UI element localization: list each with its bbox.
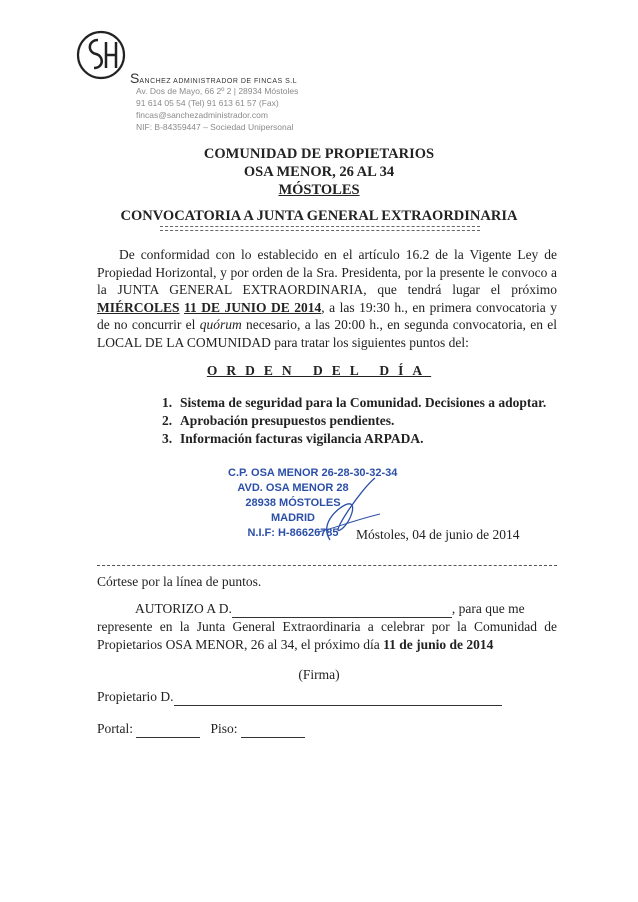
meeting-date: 11 DE JUNIO DE 2014 <box>184 299 322 315</box>
quorum-word: quórum <box>199 317 242 332</box>
community-stamp: C.P. OSA MENOR 26-28-30-32-34 AVD. OSA MENOR 28 28938 MÓSTOLES MADRID N.I.F: H-86626785 <box>228 467 398 539</box>
agenda-list <box>162 394 546 448</box>
meeting-weekday: MIÉRCOLES <box>97 299 180 315</box>
agenda-item: 1. Sistema de seguridad para la Comunidad. Decisiones a adoptar. <box>162 395 547 410</box>
company-address: Av. Dos de Mayo, 66 2º 2 | 28934 Móstoles <box>136 86 299 96</box>
agenda-item: 2. Aprobación presupuestos pendientes. <box>162 413 395 428</box>
agenda-item: 3. Información facturas vigilancia ARPADA. <box>162 431 424 446</box>
company-nif: NIF: B-84359447 – Sociedad Unipersonal <box>136 122 294 132</box>
signature-label: (Firma) <box>298 667 340 682</box>
header-line3: MÓSTOLES <box>278 182 360 198</box>
owner-name-field[interactable] <box>174 689 502 706</box>
body-text-1: De conformidad con lo establecido en el artículo 16.2 de la Vigente Ley de Propiedad Horizontal, y por orden de la Sra. Presidenta, por la presente le convoco a la JUNTA GENERAL EXTRAORDINARIA, que tendrá lugar el próximo <box>97 247 557 297</box>
header-line2: OSA MENOR, 26 AL 34 <box>243 164 395 180</box>
title-rule <box>160 226 480 231</box>
company-name: SANCHEZ ADMINISTRADOR DE FINCAS S.L <box>130 70 298 86</box>
body-paragraph <box>97 246 557 351</box>
company-phones: 91 614 05 54 (Tel) 91 613 61 57 (Fax) <box>136 98 279 108</box>
cut-instruction: Córtese por la línea de puntos. <box>97 574 262 589</box>
agenda-title: ORDEN DEL DÍA <box>206 363 432 378</box>
piso-field[interactable] <box>241 721 305 738</box>
body-text-2: , a las 19:30 h., en primera convocatoria y de no concurrir el <box>97 299 557 332</box>
convocatoria-title: CONVOCATORIA A JUNTA GENERAL EXTRAORDINARIA <box>120 208 518 224</box>
portal-field[interactable] <box>136 721 200 738</box>
authorization-line: AUTORIZO A D. , para que me <box>135 601 525 616</box>
body-text-3: necesario, a las 20:00 h., en segunda convocatoria, en el LOCAL DE LA COMUNIDAD para tratar los siguientes puntos del: <box>97 317 557 350</box>
company-email: fincas@sanchezadministrador.com <box>136 110 268 120</box>
authorized-name-field[interactable] <box>232 601 452 618</box>
cut-line <box>97 565 557 566</box>
authorization-text: represente en la Junta General Extraordinaria a celebrar por la Comunidad de Propietarios OSA MENOR, 26 al 34, el próximo día 11 de junio de 2014 <box>97 619 557 652</box>
company-logo <box>76 30 126 80</box>
authorization-date: 11 de junio de 2014 <box>383 636 494 652</box>
header-line1: COMUNIDAD DE PROPIETARIOS <box>203 146 435 162</box>
owner-line: Propietario D. <box>97 689 502 706</box>
place-date: Móstoles, 04 de junio de 2014 <box>356 527 520 542</box>
portal-piso-line: Portal: Piso: <box>97 721 305 738</box>
